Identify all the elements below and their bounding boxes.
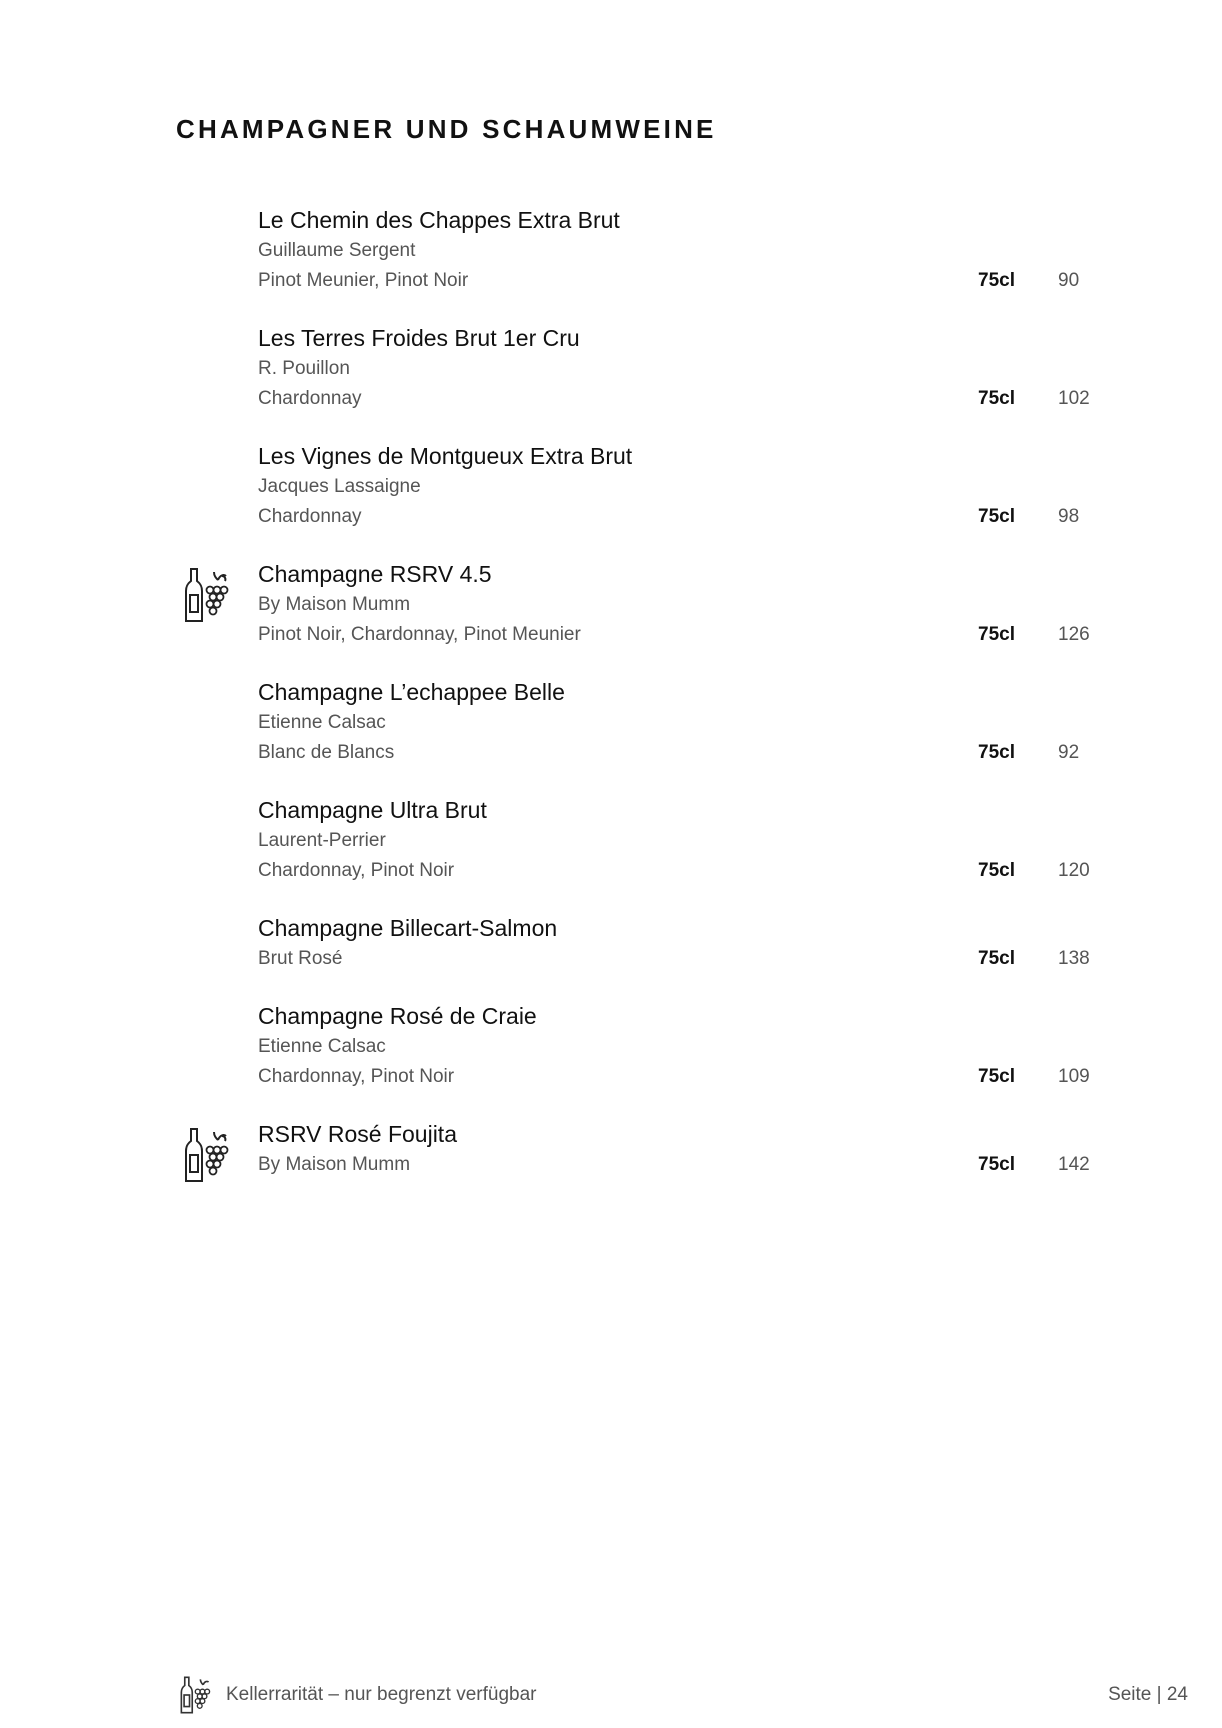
wine-item [258,558,1098,650]
wine-grapes: Chardonnay, Pinot Noir [258,860,455,881]
wine-price: 109 [1058,1066,1090,1087]
section-title: CHAMPAGNER UND SCHAUMWEINE [176,114,717,144]
wine-bottle-grapes-icon [184,1126,234,1184]
wine-name: Champagne L’echappee Belle [258,679,565,705]
wine-price: 90 [1058,270,1080,291]
wine-name: RSRV Rosé Foujita [258,1121,457,1147]
wine-volume: 75cl [978,1154,1015,1175]
wine-producer: Guillaume Sergent [258,240,416,261]
wine-producer: Etienne Calsac [258,712,386,733]
wine-volume: 75cl [978,624,1015,645]
wine-producer: By Maison Mumm [258,1154,411,1175]
wine-item [258,204,1098,296]
wine-volume: 75cl [978,388,1015,409]
wine-volume: 75cl [978,860,1015,881]
wine-price: 92 [1058,742,1080,763]
wine-producer: Etienne Calsac [258,1036,386,1057]
wine-grapes: Pinot Meunier, Pinot Noir [258,270,469,291]
wine-producer: Laurent-Perrier [258,830,386,851]
wine-volume: 75cl [978,1066,1015,1087]
wine-price: 98 [1058,506,1080,527]
wine-name: Champagne Billecart-Salmon [258,915,558,941]
wine-producer: By Maison Mumm [258,594,411,615]
wine-name: Champagne Ultra Brut [258,797,487,823]
wine-volume: 75cl [978,270,1015,291]
wine-grapes: Chardonnay [258,388,362,409]
wine-volume: 75cl [978,506,1015,527]
wine-volume: 75cl [978,742,1015,763]
wine-name: Champagne Rosé de Craie [258,1003,537,1029]
wine-volume: 75cl [978,948,1015,969]
wine-item [258,322,1098,414]
wine-price: 142 [1058,1154,1090,1175]
wine-price: 102 [1058,388,1090,409]
wine-name: Les Terres Froides Brut 1er Cru [258,325,580,351]
wine-producer: R. Pouillon [258,358,350,379]
wine-name: Champagne RSRV 4.5 [258,561,492,587]
wine-grapes: Chardonnay [258,506,362,527]
wine-grapes: Pinot Noir, Chardonnay, Pinot Meunier [258,624,581,645]
wine-item [258,912,1098,974]
wine-bottle-grapes-icon [180,1674,214,1716]
wine-grapes: Blanc de Blancs [258,742,395,763]
wine-producer: Jacques Lassaigne [258,476,421,497]
wine-item [258,676,1098,768]
wine-bottle-grapes-icon [184,566,234,624]
wine-item [258,794,1098,886]
wine-grapes: Chardonnay, Pinot Noir [258,1066,455,1087]
wine-price: 138 [1058,948,1090,969]
wine-item [258,1118,1098,1180]
wine-price: 126 [1058,624,1090,645]
page-number: Seite | 24 [1108,1684,1188,1705]
footer-legend: Kellerrarität – nur begrenzt verfügbar [226,1684,537,1705]
wine-price: 120 [1058,860,1090,881]
wine-name: Les Vignes de Montgueux Extra Brut [258,443,633,469]
wine-item [258,1000,1098,1092]
wine-producer: Brut Rosé [258,948,343,969]
wine-item [258,440,1098,532]
wine-name: Le Chemin des Chappes Extra Brut [258,207,620,233]
